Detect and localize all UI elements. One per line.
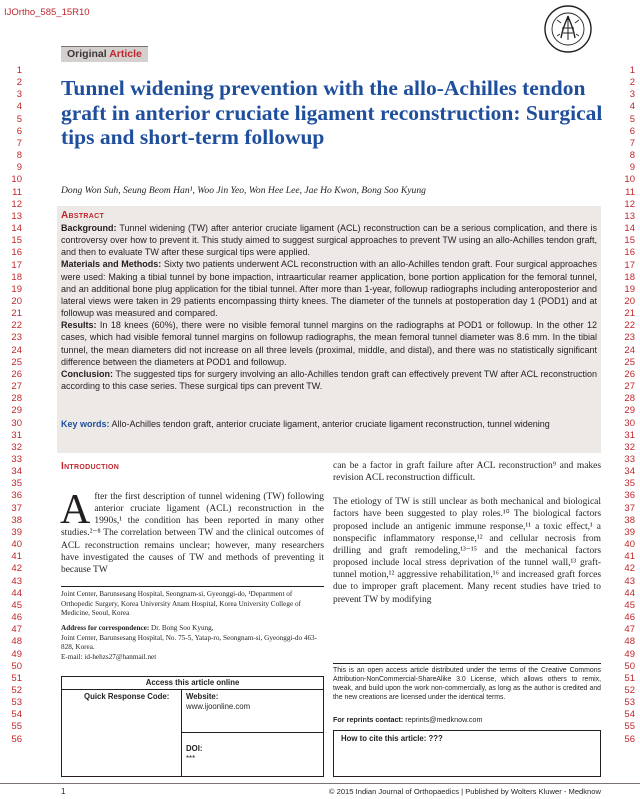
line-number: 7: [16, 137, 22, 149]
qr-code-cell: Quick Response Code:: [62, 690, 182, 776]
line-number: 34: [624, 466, 635, 478]
line-number: 14: [11, 223, 22, 235]
intro-paragraph-1: fter the first description of tunnel widening (TW) following anterior cruciate ligament (ACL) reconstruction in the 1990s,¹ the condition has been reported in many other studies.²⁻⁸ The correlation between TW and the clinical outcomes of ACL reconstruction remains unclear; however, many researchers have investigated the causes of TW and methods of preventing it because TW: [61, 492, 324, 575]
line-number: 46: [624, 612, 635, 624]
reprints-email[interactable]: reprints@medknow.com: [405, 715, 483, 724]
line-number: 29: [624, 405, 635, 417]
website-cell: Website: www.ijoonline.com: [186, 692, 251, 711]
line-number: 27: [11, 381, 22, 393]
line-number: 11: [12, 186, 22, 198]
line-numbers-right: [613, 65, 635, 746]
line-number: 5: [629, 113, 635, 125]
line-number: 35: [624, 478, 635, 490]
line-number: 17: [624, 259, 635, 271]
line-number: 33: [11, 454, 22, 465]
line-number: 32: [11, 441, 22, 453]
line-number: 24: [11, 344, 22, 356]
line-number: 18: [624, 271, 635, 283]
line-number: 2: [629, 77, 635, 89]
line-number: 4: [16, 101, 22, 113]
line-number: 31: [624, 429, 635, 441]
line-number: 38: [11, 514, 22, 526]
line-number: 54: [624, 709, 635, 721]
line-number: 1: [629, 65, 635, 76]
line-number: 54: [11, 709, 22, 721]
abstract-body: [61, 222, 597, 392]
article-type-bar: [61, 46, 601, 62]
line-number: 15: [624, 235, 635, 247]
line-number: 25: [624, 356, 635, 368]
line-number: 49: [11, 648, 22, 660]
line-number: 21: [624, 308, 635, 320]
line-number: 8: [629, 150, 635, 162]
line-number: 39: [624, 526, 635, 538]
line-number: 37: [11, 502, 22, 514]
line-number: 15: [11, 235, 22, 247]
line-number: 55: [11, 721, 22, 733]
line-number: 19: [624, 283, 635, 295]
line-number: 19: [11, 283, 22, 295]
line-number: 41: [11, 551, 22, 563]
intro-paragraph-1-cont: can be a factor in graft failure after ACL reconstruction⁹ and makes revision ACL reconstruction difficult.: [333, 461, 601, 484]
line-number: 10: [11, 174, 22, 186]
line-number: 26: [11, 368, 22, 380]
line-number: 45: [624, 599, 635, 611]
page-number: 1: [61, 787, 66, 796]
line-number: 40: [624, 539, 635, 551]
line-number: 45: [11, 599, 22, 611]
abstract-results: Results: In 18 knees (60%), there were no visible femoral tunnel margins on the radiographs at POD1 or followup. In the other 12 cases, which had visible femoral tunnel margins on followup radiographs, the mean femoral tunnel diameter was 8.6 mm. In the tibial tunnel, the mean diameters did not increase on all three levels (proximal, middle, and distal), and there was no statistically significant difference between the diameters at POD1 and followup.: [61, 320, 597, 367]
footer-divider: [0, 783, 640, 784]
line-number: 23: [11, 332, 22, 344]
line-number: 12: [624, 198, 635, 210]
line-number: 41: [624, 551, 635, 563]
line-number: 29: [11, 405, 22, 417]
open-access-notice: This is an open access article distributed under the terms of the Creative Commons Attribution-NonCommercial-ShareAlike 3.0 License, which allows others to remix, tweak, and build upon the work non-commercially, as long as the author is credited and the new creations are licensed under the identical terms.: [333, 667, 601, 701]
line-number: 47: [11, 624, 22, 636]
footnote-divider: [61, 586, 324, 587]
line-number: 48: [624, 636, 635, 648]
line-number: 28: [11, 393, 22, 405]
line-number: 40: [11, 539, 22, 551]
line-number: 44: [624, 587, 635, 599]
line-number: 21: [11, 308, 22, 320]
keywords: Key words: Allo-Achilles tendon graft, anterior cruciate ligament, anterior cruciate ligament reconstruction, tunnel widening: [61, 419, 550, 429]
intro-right-column: [333, 460, 601, 606]
line-number: 38: [624, 514, 635, 526]
line-number: 20: [11, 295, 22, 307]
line-number: 4: [629, 101, 635, 113]
line-number: 43: [11, 575, 22, 587]
line-number: 42: [11, 563, 22, 575]
intro-left-column: [60, 487, 324, 576]
line-number: 24: [624, 344, 635, 356]
abstract-heading: Abstract: [61, 210, 105, 221]
line-number: 30: [624, 417, 635, 429]
line-number: 52: [11, 684, 22, 696]
line-number: 16: [624, 247, 635, 259]
line-number: 27: [624, 381, 635, 393]
line-number: 20: [624, 295, 635, 307]
line-number: 6: [629, 125, 635, 137]
line-number: 49: [624, 648, 635, 660]
line-number: 36: [11, 490, 22, 502]
line-number: 43: [624, 575, 635, 587]
author-list: Dong Won Suh, Seung Beom Han¹, Woo Jin Yeo, Won Hee Lee, Jae Ho Kwon, Bong Soo Kyung: [61, 185, 426, 196]
line-number: 33: [624, 454, 635, 465]
line-number: 32: [624, 441, 635, 453]
abstract-background: Background: Tunnel widening (TW) after anterior cruciate ligament (ACL) reconstruction can be a serious complication, and there is controversy over how to prevent it. This study aimed to suggest surgical approaches to prevent TW using an allo-Achilles tendon graft, and then to evaluate TW after these surgical tips were applied.: [61, 223, 597, 258]
doi-cell: DOI: ***: [186, 744, 203, 763]
abstract-conclusion: Conclusion: The suggested tips for surgery involving an allo-Achilles tendon graft can effectively prevent TW after ACL reconstruction according to this case series. These surgical tips can prevent TW.: [61, 368, 597, 392]
line-number: 1: [16, 65, 22, 76]
line-number: 9: [629, 162, 635, 174]
line-number: 50: [11, 660, 22, 672]
line-number: 37: [624, 502, 635, 514]
line-number: 50: [624, 660, 635, 672]
line-number: 53: [11, 697, 22, 709]
correspondence-email[interactable]: E-mail: id-hehzs27@hanmail.net: [61, 653, 157, 662]
line-number: 35: [11, 478, 22, 490]
line-number: 14: [624, 223, 635, 235]
line-number: 26: [624, 368, 635, 380]
line-number: 56: [11, 733, 22, 745]
line-number: 44: [11, 587, 22, 599]
affiliation: Joint Center, Barunsesang Hospital, Seongnam-si, Gyeonggi-do, ¹Department of Orthopedic Surgery, Korea University Anam Hospital, Korea University College of Medicine, Seoul, Korea: [61, 590, 301, 618]
line-number: 55: [624, 721, 635, 733]
access-box-header: Access this article online: [62, 677, 323, 690]
line-number: 2: [16, 77, 22, 89]
line-number: 3: [629, 89, 635, 101]
reprints-contact: For reprints contact: reprints@medknow.com: [333, 715, 483, 724]
line-number: 25: [11, 356, 22, 368]
line-number: 46: [11, 612, 22, 624]
line-number: 48: [11, 636, 22, 648]
manuscript-id: IJOrtho_585_15R10: [4, 7, 90, 18]
line-numbers-left: [2, 65, 22, 746]
website-link[interactable]: www.ijoonline.com: [186, 702, 251, 711]
line-number: 8: [16, 150, 22, 162]
line-number: 6: [16, 125, 22, 137]
footer-copyright: © 2015 Indian Journal of Orthopaedics | Published by Wolters Kluwer - Medknow: [328, 787, 601, 796]
line-number: 10: [624, 174, 635, 186]
line-number: 22: [11, 320, 22, 332]
line-number: 42: [624, 563, 635, 575]
drop-cap: A: [60, 487, 91, 533]
article-title: Tunnel widening prevention with the allo-Achilles tendon graft in anterior cruciate ligament reconstruction: Surgical tips and short-term followup: [61, 76, 603, 149]
line-number: 11: [625, 186, 635, 198]
line-number: 39: [11, 526, 22, 538]
line-number: 5: [16, 113, 22, 125]
introduction-heading: Introduction: [61, 461, 120, 472]
line-number: 23: [624, 332, 635, 344]
line-number: 28: [624, 393, 635, 405]
line-number: 53: [624, 697, 635, 709]
line-number: 7: [629, 137, 635, 149]
line-number: 47: [624, 624, 635, 636]
line-number: 52: [624, 684, 635, 696]
abstract-box: [57, 206, 601, 453]
intro-paragraph-2: The etiology of TW is still unclear as both mechanical and biological factors have been suggested to play roles.¹⁰ The biological factors proposed include an antigenic immune response,¹¹ a toxic effect,¹ a nonspecific inflammatory response,¹² and cellular necrosis from drilling and graft remodeling,¹³⁻¹⁵ and the mechanical factors proposed include local stress deprivation of the tunnel wall,¹³ graft-tunnel motion,¹² aggressive rehabilitation,¹⁶ and increased graft forces due to improper graft placement. Many recent studies have tried to prevent TW by modifying: [333, 497, 601, 605]
line-number: 51: [624, 672, 635, 684]
line-number: 51: [11, 672, 22, 684]
line-number: 3: [16, 89, 22, 101]
correspondence: Address for correspondence: Dr. Bong Soo Kyung, Joint Center, Barunsesang Hospital, No. 75-5, Yatap-ro, Seongnam-si, Gyeonggi-do 463-828, Korea. E-mail: id-hehzs27@hanmail.net: [61, 624, 318, 662]
license-divider: [333, 663, 601, 664]
line-number: 56: [624, 733, 635, 745]
line-number: 13: [11, 210, 22, 222]
line-number: 34: [11, 466, 22, 478]
line-number: 31: [11, 429, 22, 441]
how-to-cite-box: How to cite this article: ???: [333, 730, 601, 777]
line-number: 17: [11, 259, 22, 271]
line-number: 30: [11, 417, 22, 429]
article-type-tab: Original Article: [61, 46, 148, 62]
line-number: 9: [16, 162, 22, 174]
abstract-methods: Materials and Methods: Sixty two patients underwent ACL reconstruction with an allo-Achilles tendon graft. Four surgical approaches were used: Making a tibial tunnel by bone impaction, intraarticular reamer application, bone portion application for the femoral tunnel, and an additional bone plug application for the tibial tunnel. After more than 1-year, followup radiographs including anteroposterior and lateral views were taken in 29 patients encompassing thirty knees. The diameter of the tunnels at postoperation day 1 (POD1) and at followup was measured and compared.: [61, 259, 597, 319]
line-number: 13: [624, 210, 635, 222]
access-online-box: [61, 676, 324, 777]
line-number: 12: [11, 198, 22, 210]
line-number: 22: [624, 320, 635, 332]
line-number: 16: [11, 247, 22, 259]
access-box-divider: [182, 732, 323, 733]
line-number: 36: [624, 490, 635, 502]
line-number: 18: [11, 271, 22, 283]
